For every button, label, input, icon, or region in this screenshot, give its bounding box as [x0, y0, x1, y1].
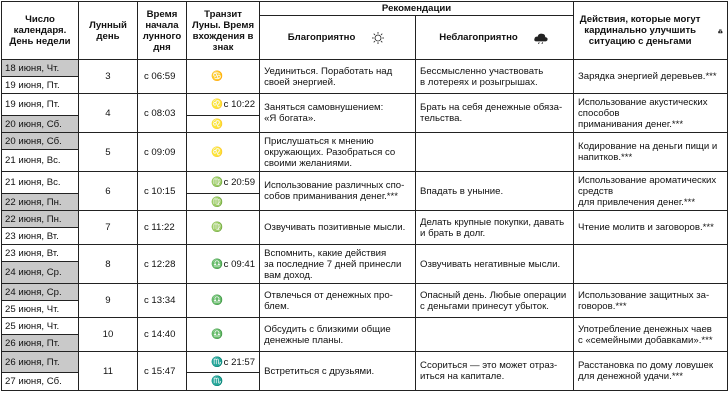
moon-transit-cell	[186, 94, 259, 116]
moon-transit-cell	[186, 284, 259, 318]
text-line: Отвлечься от денежных про-	[264, 289, 393, 301]
lunar-day-cell: 9	[78, 284, 137, 318]
text-line: Использование защитных за-	[578, 289, 710, 301]
start-time-cell: с 06:59	[137, 60, 186, 94]
calendar-body	[2, 60, 728, 391]
money-action-cell	[574, 133, 728, 172]
date-cell: 20 июня, Сб.	[2, 116, 79, 133]
text-line: Заняться самовнушением:	[264, 102, 384, 113]
text-line: Использование акустических	[578, 96, 708, 108]
zodiac-sign-icon: ♌	[210, 146, 223, 158]
date-cell: 25 июня, Чт.	[2, 301, 79, 318]
text-line: с «семейными добавками».***	[578, 334, 713, 346]
money-action-cell	[574, 284, 728, 318]
text-line: говоров.***	[578, 300, 627, 312]
header-moon-transit: Транзит Луны. Время вхождения в знак	[186, 2, 259, 60]
lunar-day-cell: 4	[78, 94, 137, 133]
text-line: собов приманивания денег.***	[264, 191, 399, 202]
bad-recommendation-cell	[416, 60, 574, 94]
text-line: и брать в долг.	[420, 227, 486, 239]
good-recommendation-cell	[260, 94, 416, 133]
bad-recommendation-cell	[416, 133, 574, 172]
header-recommendations: Рекомендации	[260, 2, 574, 16]
header-good-label: Благоприятно	[287, 32, 356, 43]
date-cell: 26 июня, Пт.	[2, 335, 79, 352]
header-good	[260, 16, 416, 60]
zodiac-sign-icon: ♏	[210, 356, 223, 368]
lunar-day-cell: 10	[78, 318, 137, 352]
text-line: в лотереях и розыгрышах.	[420, 76, 538, 88]
cloud-icon	[532, 32, 550, 44]
date-cell: 24 июня, Ср.	[2, 284, 79, 301]
text-line: Кодирование на деньги пищи и	[578, 141, 718, 152]
text-line: Впадать в уныние.	[420, 185, 504, 197]
text-line: Опасный день. Любые операции	[420, 289, 567, 301]
text-line: Зарядка энергией деревьев.***	[578, 71, 717, 82]
money-action-cell	[574, 245, 728, 284]
sun-icon	[369, 32, 387, 44]
good-recommendation-cell	[260, 133, 416, 172]
moon-transit-cell	[186, 211, 259, 245]
bad-recommendation-cell	[416, 211, 574, 245]
date-cell: 27 июня, Сб.	[2, 373, 79, 391]
text-line: Использование ароматических	[578, 174, 717, 186]
bad-recommendation-cell	[416, 284, 574, 318]
text-line: способов	[578, 107, 620, 119]
money-bag-icon	[717, 25, 724, 37]
text-line: для привлечения денег.***	[578, 196, 696, 208]
bad-recommendation-cell	[416, 245, 574, 284]
moon-transit-cell	[186, 133, 259, 172]
text-line: Прислушаться к мнению	[264, 135, 374, 147]
text-line: Ссориться — это может отраз-	[420, 360, 558, 371]
header-bad	[416, 16, 574, 60]
zodiac-sign-icon: ♍	[210, 196, 223, 208]
moon-transit-cell	[186, 116, 259, 133]
table-row	[2, 94, 728, 116]
header-lunar-day: Лунный день	[78, 2, 137, 60]
moon-transit-cell	[186, 60, 259, 94]
money-action-cell	[574, 318, 728, 352]
table-row	[2, 133, 728, 150]
text-line: Брать на себя денежные обяза-	[420, 102, 563, 113]
moon-transit-cell	[186, 373, 259, 391]
good-recommendation-cell	[260, 245, 416, 284]
text-line: тельства.	[420, 113, 463, 124]
text-line: Делать крупные покупки, давать	[420, 216, 565, 228]
table-row	[2, 352, 728, 373]
moon-transit-cell	[186, 352, 259, 373]
text-line: своими желаниями.	[264, 157, 353, 169]
date-cell: 22 июня, Пн.	[2, 211, 79, 228]
money-action-cell	[574, 172, 728, 211]
date-cell: 19 июня, Пт.	[2, 77, 79, 94]
good-recommendation-cell	[260, 211, 416, 245]
header-date: Число календаря. День недели	[2, 2, 79, 60]
date-cell: 21 июня, Вс.	[2, 150, 79, 172]
text-line: Использование различных спо-	[264, 180, 405, 191]
zodiac-sign-icon: ♍	[210, 177, 223, 188]
moon-transit-cell	[186, 245, 259, 284]
bad-recommendation-cell	[416, 172, 574, 211]
lunar-day-cell: 8	[78, 245, 137, 284]
zodiac-sign-icon: ♎	[210, 329, 223, 340]
date-cell: 26 июня, Пт.	[2, 352, 79, 373]
lunar-day-cell: 3	[78, 60, 137, 94]
svg-text:$: $	[720, 31, 722, 34]
table-row	[2, 60, 728, 77]
text-line: приманивания денег.***	[578, 118, 684, 130]
start-time-cell: с 12:28	[137, 245, 186, 284]
good-recommendation-cell	[260, 352, 416, 391]
text-line: Расстановка по дому ловушек	[578, 360, 714, 371]
date-cell: 20 июня, Сб.	[2, 133, 79, 150]
text-line: Бессмысленно участвовать	[420, 65, 544, 77]
start-time-cell: с 09:09	[137, 133, 186, 172]
lunar-money-calendar-table	[1, 1, 728, 391]
zodiac-sign-icon: ♏	[210, 376, 223, 387]
text-line: «Я богата».	[264, 113, 316, 124]
bad-recommendation-cell	[416, 94, 574, 133]
date-cell: 25 июня, Чт.	[2, 318, 79, 335]
good-recommendation-cell	[260, 172, 416, 211]
zodiac-sign-icon: ♌	[210, 99, 223, 110]
date-cell: 24 июня, Ср.	[2, 262, 79, 284]
date-cell: 23 июня, Вт.	[2, 228, 79, 245]
text-line: вам доход.	[264, 269, 313, 281]
text-line: своей энергией.	[264, 76, 336, 88]
date-cell: 22 июня, Пн.	[2, 194, 79, 211]
lunar-day-cell: 6	[78, 172, 137, 211]
date-cell: 23 июня, Вт.	[2, 245, 79, 262]
money-action-cell	[574, 211, 728, 245]
text-line: напитков.***	[578, 152, 633, 163]
start-time-cell: с 15:47	[137, 352, 186, 391]
lunar-day-cell: 11	[78, 352, 137, 391]
table-row	[2, 245, 728, 262]
header-start-time: Время начала лунного дня	[137, 2, 186, 60]
start-time-cell: с 13:34	[137, 284, 186, 318]
transit-time: с 10:22	[220, 99, 256, 110]
date-cell: 21 июня, Вс.	[2, 172, 79, 194]
start-time-cell: с 08:03	[137, 94, 186, 133]
text-line: Озвучивать позитивные мысли.	[264, 222, 406, 233]
zodiac-sign-icon: ♍	[210, 222, 223, 233]
lunar-day-cell: 5	[78, 133, 137, 172]
text-line: Встретиться с друзьями.	[264, 365, 375, 377]
text-line: средств	[578, 185, 614, 197]
zodiac-sign-icon: ♋	[210, 71, 223, 82]
bad-recommendation-cell	[416, 352, 574, 391]
money-action-cell	[574, 94, 728, 133]
text-line: денежные планы.	[264, 334, 344, 346]
text-line: за последние 7 дней принесли	[264, 258, 402, 270]
good-recommendation-cell	[260, 318, 416, 352]
text-line: с деньгами принесут убыток.	[420, 300, 549, 312]
text-line: иться на капитале.	[420, 371, 505, 382]
moon-transit-cell	[186, 172, 259, 194]
text-line: блем.	[264, 300, 290, 312]
date-cell: 19 июня, Пт.	[2, 94, 79, 116]
zodiac-sign-icon: ♌	[210, 118, 223, 130]
table-row	[2, 172, 728, 194]
start-time-cell: с 11:22	[137, 211, 186, 245]
table-row	[2, 211, 728, 228]
lunar-day-cell: 7	[78, 211, 137, 245]
moon-transit-cell	[186, 318, 259, 352]
text-line: Вспомнить, какие действия	[264, 247, 387, 259]
transit-time: с 09:41	[220, 258, 256, 270]
zodiac-sign-icon: ♎	[210, 258, 223, 270]
text-line: Употребление денежных чаев	[578, 323, 712, 335]
moon-transit-cell	[186, 194, 259, 211]
text-line: окружающих. Разобраться со	[264, 146, 396, 158]
text-line: Обсудить с близкими общие	[264, 323, 391, 335]
money-action-cell	[574, 60, 728, 94]
table-row	[2, 284, 728, 301]
good-recommendation-cell	[260, 284, 416, 318]
header-bad-label: Неблагоприятно	[439, 32, 518, 43]
good-recommendation-cell	[260, 60, 416, 94]
text-line: Чтение молитв и заговоров.***	[578, 222, 714, 233]
date-cell: 18 июня, Чт.	[2, 60, 79, 77]
start-time-cell: с 10:15	[137, 172, 186, 211]
text-line: Уединиться. Поработать над	[264, 65, 393, 77]
transit-time: с 21:57	[220, 356, 256, 368]
money-action-cell	[574, 352, 728, 391]
table-row	[2, 318, 728, 335]
text-line: для денежной удачи.***	[578, 371, 684, 382]
start-time-cell: с 14:40	[137, 318, 186, 352]
transit-time: с 20:59	[220, 177, 256, 188]
header-actions-label: Действия, которые могут кардинально улучшить ситуацию с деньгами	[579, 14, 701, 47]
text-line: Озвучивать негативные мысли.	[420, 258, 561, 270]
zodiac-sign-icon: ♎	[210, 295, 223, 306]
header-actions	[574, 2, 728, 60]
bad-recommendation-cell	[416, 318, 574, 352]
